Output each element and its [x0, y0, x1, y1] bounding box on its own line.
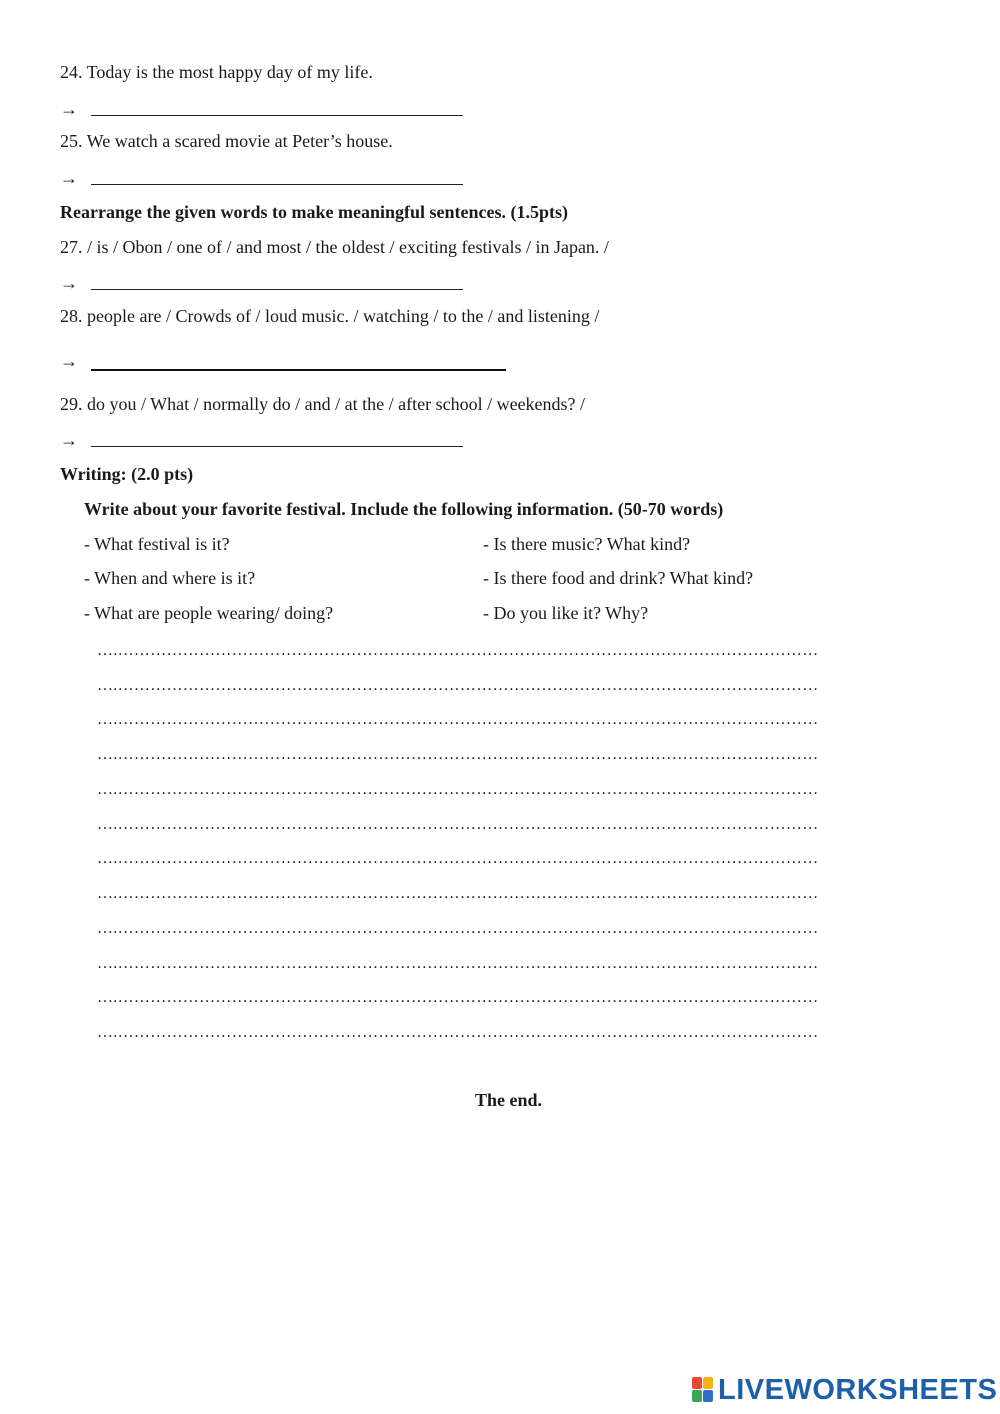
- writing-line[interactable]: ….…………………………………………………………………………………………………………………: [97, 989, 819, 1006]
- answer-line-27[interactable]: [91, 289, 463, 290]
- prompt-left-1: - What festival is it?: [84, 534, 230, 554]
- writing-line[interactable]: ….…………………………………………………………………………………………………………………: [97, 1024, 819, 1041]
- logo-text: LIVEWORKSHEETS: [718, 1373, 998, 1406]
- writing-line[interactable]: ….…………………………………………………………………………………………………………………: [97, 642, 819, 659]
- question-24: 24. Today is the most happy day of my life.: [60, 62, 373, 82]
- answer-line-29[interactable]: [91, 446, 463, 447]
- prompt-left-3: - What are people wearing/ doing?: [84, 603, 334, 623]
- writing-line[interactable]: ….…………………………………………………………………………………………………………………: [97, 816, 819, 833]
- answer-arrow: →: [60, 99, 78, 119]
- writing-prompt: Write about your favorite festival. Include the following information. (50-70 words): [84, 499, 724, 519]
- writing-heading: Writing: (2.0 pts): [60, 464, 194, 484]
- writing-line[interactable]: ….…………………………………………………………………………………………………………………: [97, 711, 819, 728]
- liveworksheets-mark-icon: [692, 1377, 714, 1403]
- prompt-right-3: - Do you like it? Why?: [483, 603, 649, 623]
- answer-line-28[interactable]: [91, 369, 506, 371]
- prompt-right-2: - Is there food and drink? What kind?: [483, 568, 754, 588]
- question-28: 28. people are / Crowds of / loud music. / watching / to the / and listening /: [60, 306, 600, 326]
- question-27: 27. / is / Obon / one of / and most / the oldest / exciting festivals / in Japan. /: [60, 237, 609, 257]
- answer-arrow: →: [60, 430, 78, 450]
- writing-line[interactable]: ….…………………………………………………………………………………………………………………: [97, 850, 819, 867]
- writing-line[interactable]: ….…………………………………………………………………………………………………………………: [97, 677, 819, 694]
- prompt-right-1: - Is there music? What kind?: [483, 534, 691, 554]
- writing-line[interactable]: ….…………………………………………………………………………………………………………………: [97, 746, 819, 763]
- writing-line[interactable]: ….…………………………………………………………………………………………………………………: [97, 781, 819, 798]
- answer-arrow: →: [60, 351, 78, 371]
- writing-line[interactable]: ….…………………………………………………………………………………………………………………: [97, 885, 819, 902]
- the-end: The end.: [475, 1090, 543, 1110]
- question-29: 29. do you / What / normally do / and / at the / after school / weekends? /: [60, 394, 586, 414]
- answer-line-25[interactable]: [91, 184, 463, 185]
- writing-line[interactable]: ….…………………………………………………………………………………………………………………: [97, 920, 819, 937]
- writing-line[interactable]: ….…………………………………………………………………………………………………………………: [97, 955, 819, 972]
- liveworksheets-logo[interactable]: [692, 1374, 997, 1406]
- answer-arrow: →: [60, 273, 78, 293]
- answer-line-24[interactable]: [91, 115, 463, 116]
- question-25: 25. We watch a scared movie at Peter’s house.: [60, 131, 393, 151]
- rearrange-heading: Rearrange the given words to make meaningful sentences. (1.5pts): [60, 202, 568, 222]
- prompt-left-2: - When and where is it?: [84, 568, 256, 588]
- answer-arrow: →: [60, 168, 78, 188]
